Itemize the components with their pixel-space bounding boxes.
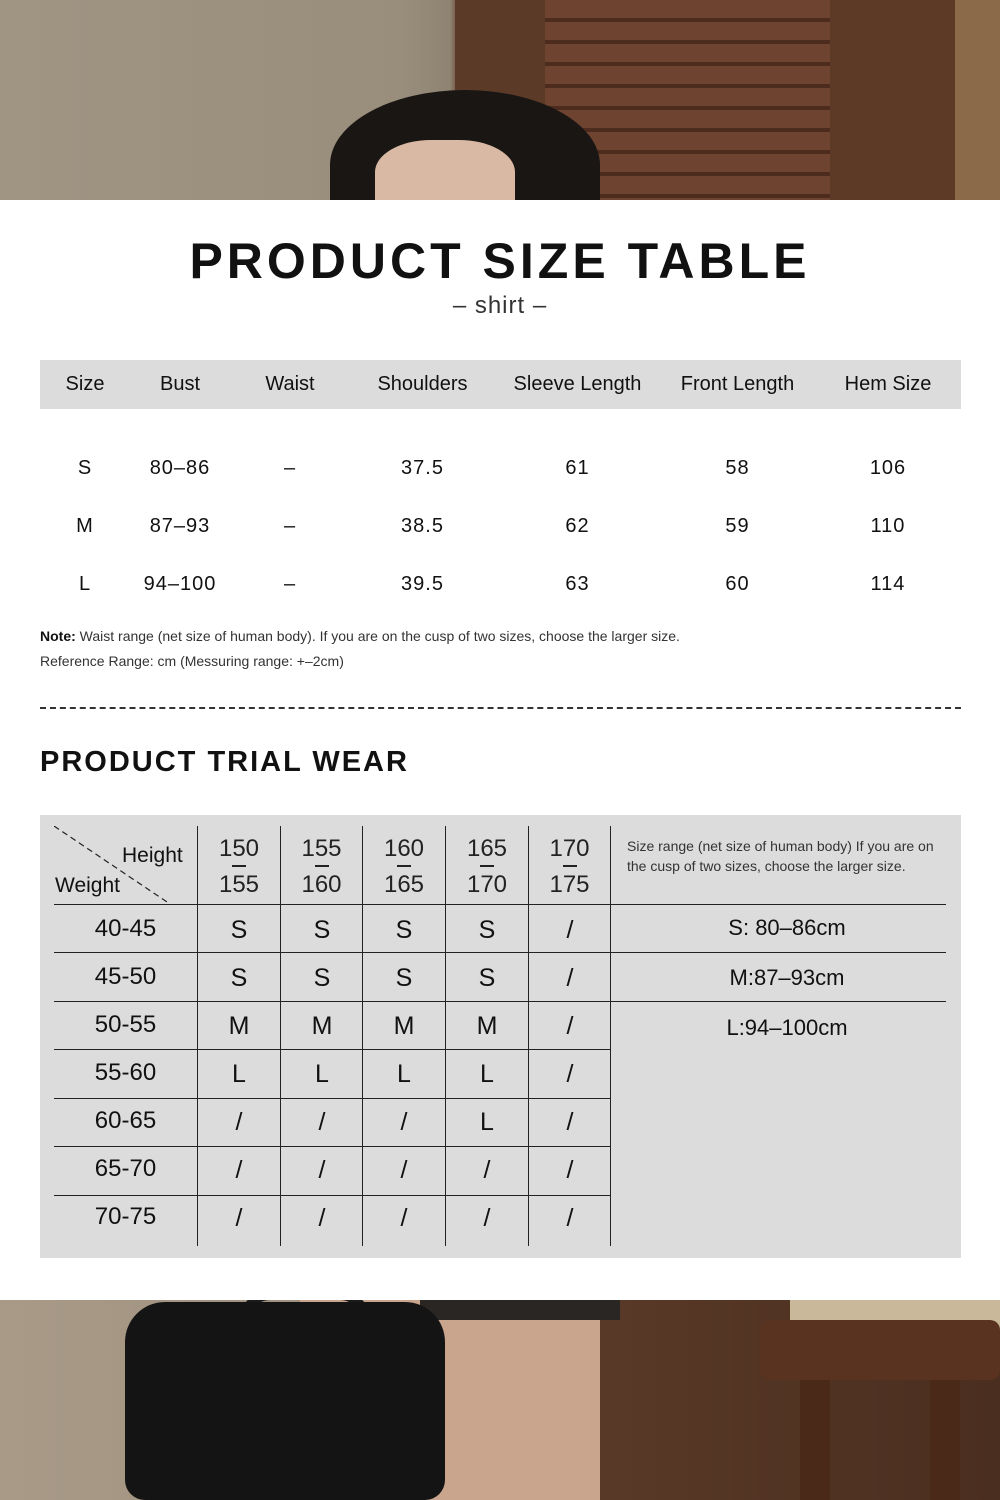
header-sleeve-length: Sleeve Length bbox=[513, 373, 642, 395]
grid-line bbox=[54, 1049, 611, 1050]
size-cell: L bbox=[480, 1108, 494, 1136]
table-cell: L bbox=[78, 572, 92, 595]
table-cell: 63 bbox=[565, 572, 590, 595]
corner-height-label: Height bbox=[122, 844, 183, 867]
size-cell: / bbox=[566, 1156, 574, 1184]
black-handbag bbox=[125, 1302, 445, 1500]
table-cell: 62 bbox=[565, 514, 590, 537]
dashed-divider bbox=[40, 707, 961, 709]
size-cell: / bbox=[566, 916, 574, 944]
header-shoulders: Shoulders bbox=[377, 373, 468, 395]
size-cell: / bbox=[566, 964, 574, 992]
table-cell: 38.5 bbox=[401, 514, 444, 537]
size-cell: / bbox=[566, 1060, 574, 1088]
size-cell: / bbox=[566, 1012, 574, 1040]
size-cell: S bbox=[478, 964, 496, 992]
table-row bbox=[40, 497, 961, 555]
size-cell: S bbox=[313, 964, 331, 992]
size-cell: L bbox=[480, 1060, 494, 1088]
size-cell: M bbox=[476, 1012, 498, 1040]
header-front-length: Front Length bbox=[680, 373, 795, 395]
size-cell: / bbox=[483, 1204, 491, 1232]
grid-line bbox=[54, 1098, 611, 1099]
table-cell: – bbox=[283, 456, 297, 479]
header-waist: Waist bbox=[265, 373, 315, 395]
size-table-header bbox=[40, 360, 961, 409]
size-cell: / bbox=[318, 1108, 326, 1136]
height-top: 160 bbox=[383, 835, 425, 862]
height-top: 155 bbox=[301, 835, 342, 862]
height-bottom: 170 bbox=[466, 870, 508, 898]
size-cell: / bbox=[400, 1156, 408, 1184]
grid-line bbox=[54, 1146, 611, 1147]
grid-line bbox=[54, 1195, 611, 1196]
height-bottom: 175 bbox=[549, 870, 590, 898]
table-cell: 114 bbox=[870, 572, 906, 595]
table-cell: 80–86 bbox=[149, 456, 211, 479]
table-cell: – bbox=[283, 514, 297, 537]
size-cell: M bbox=[311, 1012, 333, 1040]
wooden-stool bbox=[760, 1320, 1000, 1380]
grid-line bbox=[54, 952, 946, 953]
trial-wear-title: PRODUCT TRIAL WEAR bbox=[40, 746, 409, 778]
weight-label: 40-45 bbox=[94, 915, 157, 942]
page-title: PRODUCT SIZE TABLE bbox=[189, 233, 811, 289]
size-cell: S bbox=[313, 916, 331, 944]
size-cell: / bbox=[235, 1204, 243, 1232]
table-cell: 106 bbox=[869, 456, 907, 479]
size-range-note: Size range (net size of human body) If you are on the cusp of two sizes, choose the larger size. bbox=[627, 838, 934, 874]
range-l: L:94–100cm bbox=[726, 1015, 848, 1040]
size-table bbox=[40, 360, 961, 613]
size-note bbox=[40, 624, 680, 674]
weight-label: 50-55 bbox=[94, 1011, 157, 1038]
range-s: S: 80–86cm bbox=[728, 915, 846, 940]
height-top: 170 bbox=[549, 835, 590, 862]
note-line-2: Reference Range: cm (Messuring range: +–2cm) bbox=[40, 653, 344, 669]
height-header-150-155 bbox=[198, 830, 280, 903]
grid-line bbox=[54, 1001, 946, 1002]
height-bottom: 165 bbox=[383, 870, 425, 898]
size-table-body bbox=[40, 409, 961, 613]
table-cell: 61 bbox=[565, 456, 590, 479]
table-cell: 58 bbox=[725, 456, 750, 479]
table-cell: 60 bbox=[725, 572, 750, 595]
note-line-1: Waist range (net size of human body). If you are on the cusp of two sizes, choose the larger size. bbox=[75, 628, 680, 644]
size-cell: S bbox=[395, 964, 413, 992]
page-subtitle: – shirt – bbox=[452, 292, 548, 319]
height-header-160-165 bbox=[363, 830, 445, 903]
size-cell: S bbox=[395, 916, 413, 944]
size-cell: / bbox=[400, 1204, 408, 1232]
size-cell: M bbox=[228, 1012, 250, 1040]
height-header-165-170 bbox=[446, 830, 528, 903]
range-m: M:87–93cm bbox=[729, 965, 845, 990]
note-label: Note: bbox=[40, 628, 76, 644]
height-bottom: 160 bbox=[301, 870, 342, 898]
table-cell: S bbox=[77, 456, 93, 479]
size-cell: / bbox=[235, 1156, 243, 1184]
table-cell: 87–93 bbox=[149, 514, 211, 537]
size-cell: L bbox=[232, 1060, 246, 1088]
size-cell: S bbox=[478, 916, 496, 944]
weight-label: 70-75 bbox=[94, 1203, 157, 1230]
size-cell: L bbox=[315, 1060, 329, 1088]
table-row bbox=[40, 439, 961, 497]
height-top: 150 bbox=[218, 835, 260, 862]
header-size: Size bbox=[65, 373, 105, 395]
header-hem-size: Hem Size bbox=[844, 373, 932, 395]
size-cell: L bbox=[397, 1060, 411, 1088]
size-cell: / bbox=[566, 1204, 574, 1232]
table-cell: 94–100 bbox=[143, 572, 217, 595]
weight-label: 45-50 bbox=[94, 963, 157, 990]
wall-edge bbox=[955, 0, 1000, 200]
height-bottom: 155 bbox=[218, 870, 260, 898]
table-cell: 110 bbox=[870, 514, 906, 537]
header-bust: Bust bbox=[159, 373, 201, 395]
weight-label: 60-65 bbox=[94, 1107, 157, 1134]
size-cell: / bbox=[318, 1156, 326, 1184]
weight-label: 55-60 bbox=[94, 1059, 157, 1086]
height-header-155-160 bbox=[281, 830, 362, 903]
height-header-170-175 bbox=[529, 830, 610, 903]
model-skirt bbox=[420, 1300, 620, 1320]
table-row bbox=[40, 555, 961, 613]
stool-leg bbox=[930, 1380, 960, 1500]
size-cell: M bbox=[393, 1012, 415, 1040]
table-cell: 37.5 bbox=[401, 456, 444, 479]
corner-weight-label: Weight bbox=[55, 874, 120, 897]
height-top: 165 bbox=[466, 835, 508, 862]
size-cell: / bbox=[400, 1108, 408, 1136]
stool-leg bbox=[800, 1380, 830, 1500]
size-cell: S bbox=[230, 916, 248, 944]
size-cell: / bbox=[318, 1204, 326, 1232]
size-cell: / bbox=[483, 1156, 491, 1184]
grid-line bbox=[54, 904, 946, 905]
table-cell: 59 bbox=[725, 514, 750, 537]
shutter-frame bbox=[830, 0, 955, 200]
table-cell: 39.5 bbox=[401, 572, 444, 595]
size-cell: / bbox=[566, 1108, 574, 1136]
weight-label: 65-70 bbox=[94, 1155, 157, 1182]
size-cell: / bbox=[235, 1108, 243, 1136]
table-cell: – bbox=[283, 572, 297, 595]
size-cell: S bbox=[230, 964, 248, 992]
table-cell: M bbox=[76, 514, 94, 537]
